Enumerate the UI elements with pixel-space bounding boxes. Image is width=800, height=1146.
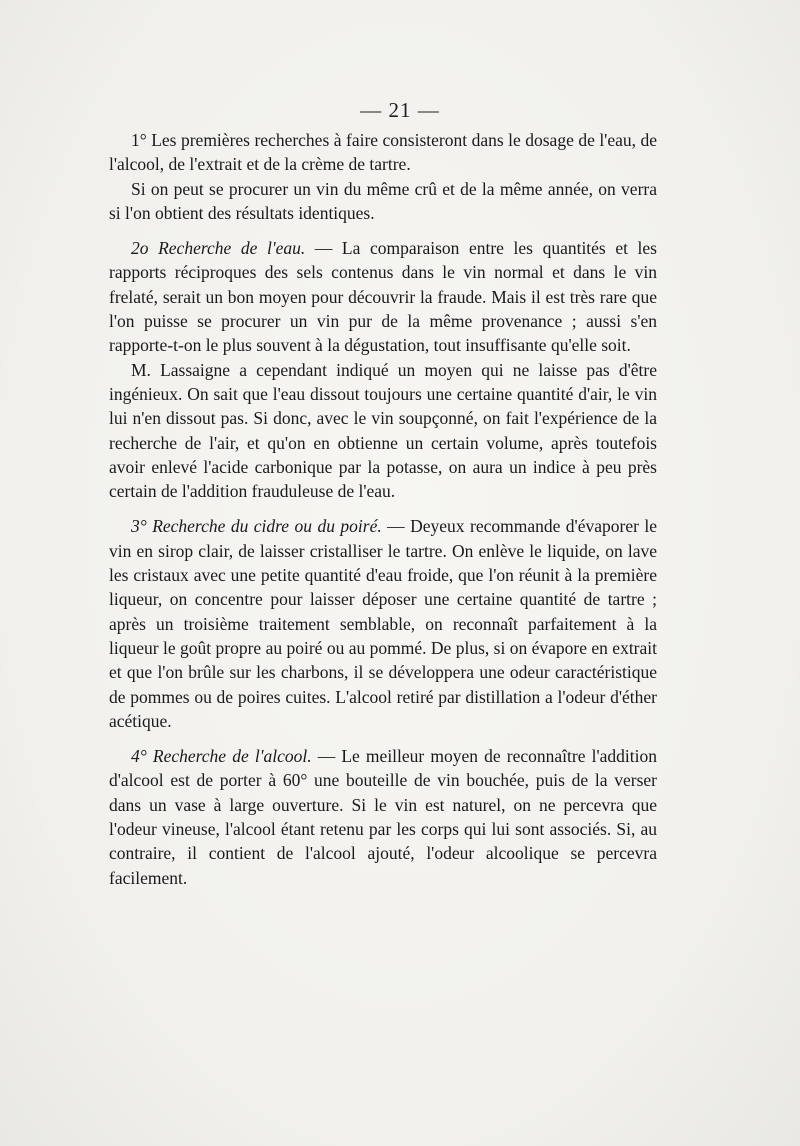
paragraph-text: Si on peut se procurer un vin du même crû et de la même année, on verra si l'on obtient des résultats identiques.: [109, 178, 657, 223]
paragraph-text: — La comparaison entre les quantités et les rapports réciproques des sels contenus dans le vin normal et dans le vin frelaté, serait un bon moyen pour découvrir la fraude. Mais il est très rare que l'on puisse se procurer un vin pur de la même provenance ; aussi s'en rapporte-t-on le plus souvent à la dégustation, tout insuffisante qu'elle soit.: [109, 238, 657, 356]
paragraph-text: M. Lassaigne a cependant indiqué un moyen qui ne laisse pas d'être ingénieux. On sait que l'eau dissout toujours une certaine quantité d'air, le vin lui n'en dissout pas. Si donc, avec le vin soupçonné, on fait l'expérience de la recherche de l'air, et qu'on en obtienne un certain volume, après toutefois avoir enlevé l'acide carbonique par la potasse, on aura un indice à peu près certain de l'addition frauduleuse de l'eau.: [109, 359, 657, 502]
section-heading: 2o Recherche de l'eau.: [131, 238, 306, 259]
paragraph-text: 1° Les premières recherches à faire consisteront dans le dosage de l'eau, de l'alcool, de l'extrait et de la crème de tartre.: [109, 130, 657, 175]
section-eau: [109, 236, 657, 357]
paragraph-lassaigne: [109, 358, 657, 504]
section-cidre: [109, 514, 657, 733]
paragraph-text: — Le meilleur moyen de reconnaître l'addition d'alcool est de porter à 60° une bouteille de vin bouchée, puis de la verser dans un vase à large ouverture. Si le vin est naturel, on ne percevra que l'odeur vineuse, l'alcool étant retenu par les corps qui lui sont associés. Si, au contraire, il contient de l'alcool ajouté, l'odeur alcoolique se percevra facilement.: [109, 746, 657, 888]
paragraph-1: [109, 128, 657, 177]
section-heading: 4° Recherche de l'alcool.: [131, 746, 312, 767]
body-text: [109, 128, 657, 890]
page-number: — 21 —: [360, 98, 440, 122]
section-alcool: [109, 744, 657, 890]
paragraph-text: — Deyeux recommande d'évaporer le vin en sirop clair, de laisser cristalliser le tartre. On enlève le liquide, on lave les cristaux avec une petite quantité d'eau froide, que l'on réunit à la première liqueur, on concentre pour laisser déposer une certaine quantité de tartre ; après un troisième traitement semblable, on reconnaît parfaitement à la liqueur le goût propre au poiré ou au pommé. De plus, si on évapore en extrait et que l'on brûle sur les charbons, il se développera une odeur caractéristique de pommes ou de poires cuites. L'alcool retiré par distillation a l'odeur d'éther acétique.: [109, 516, 657, 731]
section-heading: 3° Recherche du cidre ou du poiré.: [131, 516, 382, 537]
paragraph-2: [109, 177, 657, 226]
